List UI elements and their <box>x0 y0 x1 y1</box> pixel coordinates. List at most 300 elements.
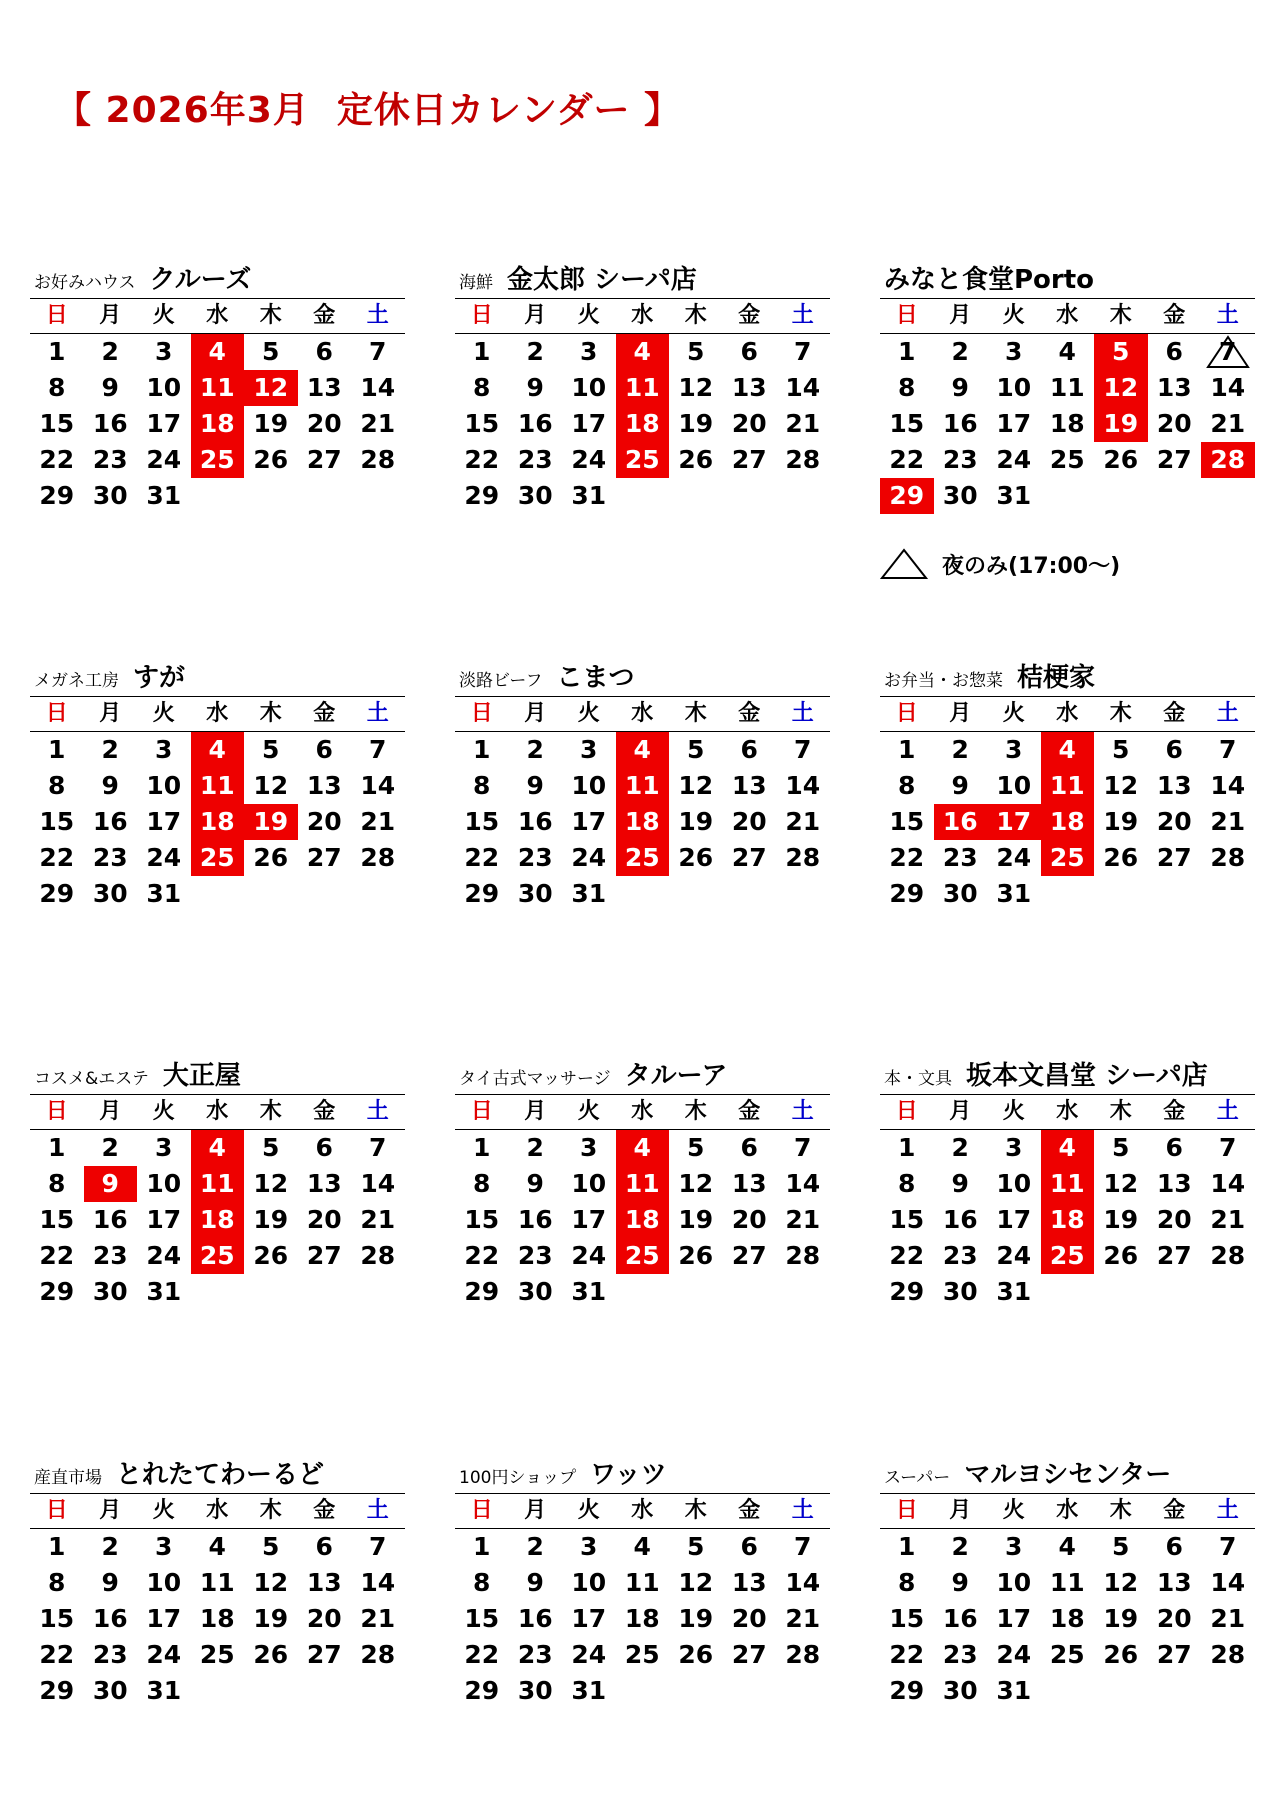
day-cell-closed: 28 <box>1201 442 1255 478</box>
day-cell: 26 <box>1103 843 1139 872</box>
day-cell: 12 <box>1103 771 1139 800</box>
week-row <box>455 804 830 840</box>
day-cell: 14 <box>360 373 396 402</box>
weekday-label: 水 <box>1056 1498 1079 1523</box>
day-cell: 26 <box>678 445 714 474</box>
week-row <box>880 1274 1255 1310</box>
shop-calendar <box>880 660 1255 912</box>
day-cell: 22 <box>464 1241 500 1270</box>
day-cell-closed: 19 <box>1094 406 1148 442</box>
week-row <box>880 768 1255 804</box>
day-cell: 2 <box>951 337 969 366</box>
shop-category: お好みハウス <box>34 273 136 293</box>
day-cell: 5 <box>687 735 705 764</box>
day-cell: 2 <box>951 735 969 764</box>
day-cell: 17 <box>571 1205 607 1234</box>
day-cell: 30 <box>92 1676 128 1705</box>
week-row <box>880 370 1255 406</box>
day-cell-closed: 11 <box>191 370 245 406</box>
day-cell: 23 <box>92 1241 128 1270</box>
week-row <box>455 840 830 876</box>
day-cell: 7 <box>1219 1133 1237 1162</box>
day-cell: 26 <box>253 843 289 872</box>
day-cell: 29 <box>464 879 500 908</box>
day-cell: 1 <box>48 735 66 764</box>
day-cell: 1 <box>473 1133 491 1162</box>
day-cell: 19 <box>1103 1604 1139 1633</box>
day-cell-closed: 4 <box>616 1130 670 1166</box>
weekday-label: 土 <box>366 1498 389 1523</box>
weekday-label: 土 <box>791 1498 814 1523</box>
day-cell: 1 <box>473 1532 491 1561</box>
week-row <box>880 406 1255 442</box>
weekday-label: 火 <box>577 1099 600 1124</box>
weekday-label: 日 <box>470 1099 493 1124</box>
day-cell: 26 <box>253 445 289 474</box>
day-cell: 27 <box>306 445 342 474</box>
day-cell: 21 <box>1210 409 1246 438</box>
day-cell: 14 <box>1210 1568 1246 1597</box>
day-cell-closed: 11 <box>1041 1166 1095 1202</box>
day-cell-closed: 17 <box>987 804 1041 840</box>
weekday-label: 土 <box>791 1099 814 1124</box>
day-cell: 13 <box>731 1568 767 1597</box>
day-cell: 20 <box>1156 409 1192 438</box>
week-row <box>455 370 830 406</box>
day-cell-closed: 25 <box>616 840 670 876</box>
day-cell: 31 <box>571 879 607 908</box>
day-cell: 9 <box>526 373 544 402</box>
weekday-label: 金 <box>1163 303 1186 328</box>
day-cell: 19 <box>678 409 714 438</box>
shop-calendar <box>30 1457 405 1709</box>
day-cell: 17 <box>146 1604 182 1633</box>
day-cell: 22 <box>889 1640 925 1669</box>
day-cell: 28 <box>1210 1640 1246 1669</box>
day-cell-closed: 4 <box>191 732 245 768</box>
shop-category: 淡路ビーフ <box>459 671 543 691</box>
weekday-label: 金 <box>738 1099 761 1124</box>
shop-calendar <box>880 1058 1255 1310</box>
week-row <box>455 1565 830 1601</box>
day-cell: 4 <box>633 1532 651 1561</box>
day-cell: 1 <box>898 1532 916 1561</box>
shop-name: 坂本文昌堂 シーパ店 <box>966 1061 1208 1091</box>
page-title: 【 2026年3月 定休日カレンダー 】 <box>55 90 682 131</box>
day-cell: 28 <box>360 1640 396 1669</box>
week-row <box>880 1637 1255 1673</box>
day-cell: 3 <box>155 337 173 366</box>
day-cell: 7 <box>369 735 387 764</box>
week-row <box>880 840 1255 876</box>
shop-header <box>455 1058 830 1095</box>
day-cell: 16 <box>92 409 128 438</box>
day-cell: 5 <box>687 1532 705 1561</box>
day-cell: 13 <box>1156 1568 1192 1597</box>
week-row <box>455 1529 830 1565</box>
day-cell: 17 <box>996 1205 1032 1234</box>
shop-category: 100円ショップ <box>459 1468 577 1488</box>
shop-name: クルーズ <box>149 265 252 295</box>
day-cell: 9 <box>951 771 969 800</box>
weekday-label: 金 <box>1163 1099 1186 1124</box>
day-cell: 5 <box>262 1532 280 1561</box>
weekday-label: 金 <box>313 701 336 726</box>
week-row <box>880 1673 1255 1709</box>
weekday-label: 金 <box>1163 701 1186 726</box>
triangle-icon <box>880 548 928 580</box>
day-cell: 15 <box>39 409 75 438</box>
day-cell: 16 <box>517 1604 553 1633</box>
day-cell-closed: 18 <box>191 1202 245 1238</box>
day-cell: 9 <box>951 1169 969 1198</box>
day-cell: 19 <box>678 1604 714 1633</box>
shop-category: お弁当・お惣菜 <box>884 671 1003 691</box>
day-cell: 10 <box>571 771 607 800</box>
day-cell: 21 <box>360 409 396 438</box>
day-cell: 15 <box>39 1604 75 1633</box>
week-row <box>30 1238 405 1274</box>
shop-name: こまつ <box>556 663 635 693</box>
day-cell: 17 <box>571 409 607 438</box>
week-row <box>455 768 830 804</box>
day-cell: 29 <box>464 481 500 510</box>
day-cell: 30 <box>92 1277 128 1306</box>
day-number: 7 <box>1219 337 1237 366</box>
day-cell: 23 <box>92 445 128 474</box>
week-row <box>30 1274 405 1310</box>
week-row <box>880 478 1255 514</box>
day-cell: 17 <box>571 807 607 836</box>
day-cell: 9 <box>101 771 119 800</box>
day-cell: 17 <box>146 807 182 836</box>
day-cell: 17 <box>571 1604 607 1633</box>
weekday-header <box>30 697 405 732</box>
day-cell: 22 <box>464 445 500 474</box>
week-row <box>30 1166 405 1202</box>
day-cell: 22 <box>889 1241 925 1270</box>
day-cell: 7 <box>1219 735 1237 764</box>
shop-calendar <box>455 1457 830 1709</box>
day-cell: 8 <box>898 771 916 800</box>
day-cell: 6 <box>1165 735 1183 764</box>
day-cell: 20 <box>306 409 342 438</box>
day-cell: 27 <box>1156 1241 1192 1270</box>
weekday-label: 月 <box>949 1099 972 1124</box>
shop-category: スーパー <box>884 1468 951 1488</box>
day-cell: 12 <box>253 1568 289 1597</box>
day-cell: 6 <box>315 735 333 764</box>
week-row <box>30 334 405 370</box>
day-cell: 10 <box>146 1568 182 1597</box>
weekday-label: 水 <box>206 303 229 328</box>
day-cell: 20 <box>731 1205 767 1234</box>
day-cell: 14 <box>785 373 821 402</box>
weekday-header <box>455 697 830 732</box>
weekday-label: 木 <box>684 701 707 726</box>
shop-name: 桔梗家 <box>1017 663 1096 693</box>
weekday-label: 日 <box>470 701 493 726</box>
shop-name: 金太郎 シーパ店 <box>507 265 697 295</box>
week-row <box>880 732 1255 768</box>
weekday-label: 火 <box>577 1498 600 1523</box>
day-cell: 2 <box>101 735 119 764</box>
weekday-header <box>30 1095 405 1130</box>
day-cell: 30 <box>517 481 553 510</box>
weekday-header <box>455 1095 830 1130</box>
day-cell: 2 <box>101 337 119 366</box>
day-cell: 7 <box>369 1133 387 1162</box>
day-cell-closed: 18 <box>616 1202 670 1238</box>
day-cell-closed: 12 <box>244 370 298 406</box>
day-cell: 26 <box>253 1241 289 1270</box>
weekday-label: 日 <box>895 303 918 328</box>
week-row <box>30 804 405 840</box>
day-cell: 22 <box>39 1640 75 1669</box>
shop-name: タルーア <box>624 1061 728 1091</box>
weekday-label: 火 <box>577 701 600 726</box>
day-cell: 16 <box>942 1604 978 1633</box>
day-cell: 16 <box>92 807 128 836</box>
day-cell: 5 <box>687 337 705 366</box>
weekday-label: 土 <box>1216 1498 1239 1523</box>
day-cell-closed: 25 <box>616 442 670 478</box>
weekday-label: 木 <box>259 701 282 726</box>
day-cell-closed: 11 <box>191 768 245 804</box>
shop-header <box>455 660 830 697</box>
day-cell-closed: 11 <box>616 768 670 804</box>
day-cell: 5 <box>687 1133 705 1162</box>
day-cell: 9 <box>526 771 544 800</box>
day-cell: 6 <box>740 1133 758 1162</box>
day-cell: 2 <box>951 1133 969 1162</box>
day-cell: 31 <box>996 1676 1032 1705</box>
day-cell: 30 <box>942 1676 978 1705</box>
day-cell: 2 <box>101 1133 119 1162</box>
day-cell: 1 <box>898 1133 916 1162</box>
day-cell: 22 <box>464 843 500 872</box>
day-cell: 13 <box>306 1568 342 1597</box>
day-cell-closed: 29 <box>880 478 934 514</box>
day-cell: 12 <box>253 771 289 800</box>
day-cell-closed: 25 <box>1041 1238 1095 1274</box>
weekday-label: 月 <box>524 1099 547 1124</box>
day-cell: 24 <box>146 445 182 474</box>
day-cell: 3 <box>1005 1532 1023 1561</box>
day-cell: 25 <box>199 1640 235 1669</box>
day-cell: 10 <box>996 1169 1032 1198</box>
day-cell: 27 <box>306 1241 342 1270</box>
day-cell: 28 <box>360 1241 396 1270</box>
week-row <box>455 732 830 768</box>
day-cell: 8 <box>898 1568 916 1597</box>
day-cell-closed: 4 <box>191 1130 245 1166</box>
day-cell: 10 <box>146 771 182 800</box>
week-row <box>455 442 830 478</box>
day-cell-closed: 11 <box>191 1166 245 1202</box>
day-cell: 14 <box>1210 1169 1246 1198</box>
day-cell: 16 <box>92 1604 128 1633</box>
weekday-label: 木 <box>684 303 707 328</box>
day-cell: 15 <box>39 1205 75 1234</box>
week-row <box>455 1130 830 1166</box>
day-cell: 29 <box>889 879 925 908</box>
week-row <box>30 768 405 804</box>
day-cell: 15 <box>889 409 925 438</box>
week-row <box>30 1601 405 1637</box>
week-row <box>880 1565 1255 1601</box>
weekday-label: 土 <box>791 701 814 726</box>
weekday-label: 月 <box>949 1498 972 1523</box>
day-cell: 31 <box>146 1277 182 1306</box>
day-cell: 14 <box>785 771 821 800</box>
weekday-header <box>880 1095 1255 1130</box>
day-cell: 20 <box>731 409 767 438</box>
shop-category: 本・文具 <box>884 1069 952 1089</box>
weekday-label: 土 <box>791 303 814 328</box>
day-cell: 7 <box>794 1133 812 1162</box>
week-row <box>30 732 405 768</box>
day-cell: 8 <box>473 1568 491 1597</box>
day-cell: 13 <box>731 1169 767 1198</box>
day-cell: 13 <box>731 771 767 800</box>
day-cell: 22 <box>39 445 75 474</box>
weekday-header <box>880 697 1255 732</box>
day-cell: 30 <box>92 481 128 510</box>
weekday-label: 月 <box>949 303 972 328</box>
weekday-label: 水 <box>631 701 654 726</box>
weekday-label: 火 <box>577 303 600 328</box>
week-row <box>880 334 1255 370</box>
day-cell: 5 <box>262 337 280 366</box>
day-cell: 11 <box>199 1568 235 1597</box>
day-cell-closed: 12 <box>1094 370 1148 406</box>
day-cell: 29 <box>889 1676 925 1705</box>
week-row <box>455 406 830 442</box>
day-cell: 30 <box>942 481 978 510</box>
day-cell: 31 <box>146 879 182 908</box>
day-cell: 15 <box>464 1604 500 1633</box>
weekday-label: 木 <box>1109 1498 1132 1523</box>
day-cell: 27 <box>306 1640 342 1669</box>
day-cell: 21 <box>1210 1604 1246 1633</box>
weekday-label: 木 <box>259 303 282 328</box>
day-cell: 15 <box>889 1604 925 1633</box>
shop-calendar <box>30 660 405 912</box>
weekday-label: 火 <box>1002 1498 1025 1523</box>
weekday-label: 日 <box>470 303 493 328</box>
day-cell: 19 <box>253 1604 289 1633</box>
week-row <box>880 1601 1255 1637</box>
day-cell: 25 <box>1049 1640 1085 1669</box>
day-cell: 19 <box>1103 1205 1139 1234</box>
day-cell: 17 <box>996 1604 1032 1633</box>
weekday-label: 土 <box>1216 701 1239 726</box>
day-cell: 23 <box>517 1241 553 1270</box>
day-cell: 24 <box>996 843 1032 872</box>
day-cell: 14 <box>785 1568 821 1597</box>
weekday-header <box>455 1494 830 1529</box>
day-cell: 23 <box>517 843 553 872</box>
shop-calendar <box>30 262 405 514</box>
day-cell: 22 <box>889 843 925 872</box>
weekday-label: 水 <box>631 303 654 328</box>
week-row <box>30 1529 405 1565</box>
weekday-label: 日 <box>895 1498 918 1523</box>
day-cell: 28 <box>360 843 396 872</box>
weekday-label: 金 <box>313 1498 336 1523</box>
day-cell: 17 <box>996 409 1032 438</box>
day-cell: 11 <box>624 1568 660 1597</box>
day-cell: 11 <box>1049 373 1085 402</box>
shop-category: 産直市場 <box>34 1468 102 1488</box>
weekday-label: 水 <box>631 1498 654 1523</box>
week-row <box>30 1673 405 1709</box>
day-cell: 24 <box>146 843 182 872</box>
day-cell: 10 <box>571 1568 607 1597</box>
day-cell: 7 <box>794 337 812 366</box>
weekday-label: 月 <box>99 701 122 726</box>
day-cell: 3 <box>580 337 598 366</box>
day-cell: 21 <box>1210 807 1246 836</box>
day-cell: 30 <box>517 1277 553 1306</box>
day-cell: 9 <box>101 373 119 402</box>
day-cell: 7 <box>369 1532 387 1561</box>
day-cell: 12 <box>678 771 714 800</box>
day-cell-closed: 16 <box>934 804 988 840</box>
day-cell: 6 <box>1165 337 1183 366</box>
day-cell-closed: 18 <box>616 406 670 442</box>
day-cell: 30 <box>92 879 128 908</box>
day-cell: 24 <box>571 1640 607 1669</box>
day-cell: 21 <box>785 1604 821 1633</box>
day-cell: 6 <box>1165 1133 1183 1162</box>
day-cell: 27 <box>1156 445 1192 474</box>
day-cell: 23 <box>92 843 128 872</box>
day-cell: 6 <box>740 1532 758 1561</box>
day-cell: 8 <box>48 1568 66 1597</box>
day-cell: 19 <box>253 409 289 438</box>
day-cell: 22 <box>39 1241 75 1270</box>
day-cell: 7 <box>794 1532 812 1561</box>
week-row <box>455 334 830 370</box>
day-cell: 15 <box>39 807 75 836</box>
day-cell: 28 <box>785 1640 821 1669</box>
day-cell: 3 <box>580 1133 598 1162</box>
day-cell: 26 <box>1103 1241 1139 1270</box>
day-cell: 3 <box>1005 735 1023 764</box>
day-cell: 23 <box>942 843 978 872</box>
day-cell: 31 <box>571 481 607 510</box>
day-cell: 19 <box>1103 807 1139 836</box>
day-cell: 10 <box>146 373 182 402</box>
day-cell-closed: 4 <box>1041 1130 1095 1166</box>
day-cell: 17 <box>146 1205 182 1234</box>
day-cell: 30 <box>517 879 553 908</box>
day-cell: 8 <box>473 373 491 402</box>
day-cell: 23 <box>517 1640 553 1669</box>
day-cell: 5 <box>1112 1532 1130 1561</box>
weekday-label: 月 <box>524 1498 547 1523</box>
day-cell-closed: 25 <box>191 1238 245 1274</box>
weekday-label: 火 <box>152 1498 175 1523</box>
day-cell: 12 <box>253 1169 289 1198</box>
weekday-label: 火 <box>1002 1099 1025 1124</box>
day-cell: 31 <box>996 879 1032 908</box>
weekday-label: 木 <box>259 1099 282 1124</box>
day-cell: 3 <box>580 1532 598 1561</box>
weekday-label: 火 <box>152 701 175 726</box>
